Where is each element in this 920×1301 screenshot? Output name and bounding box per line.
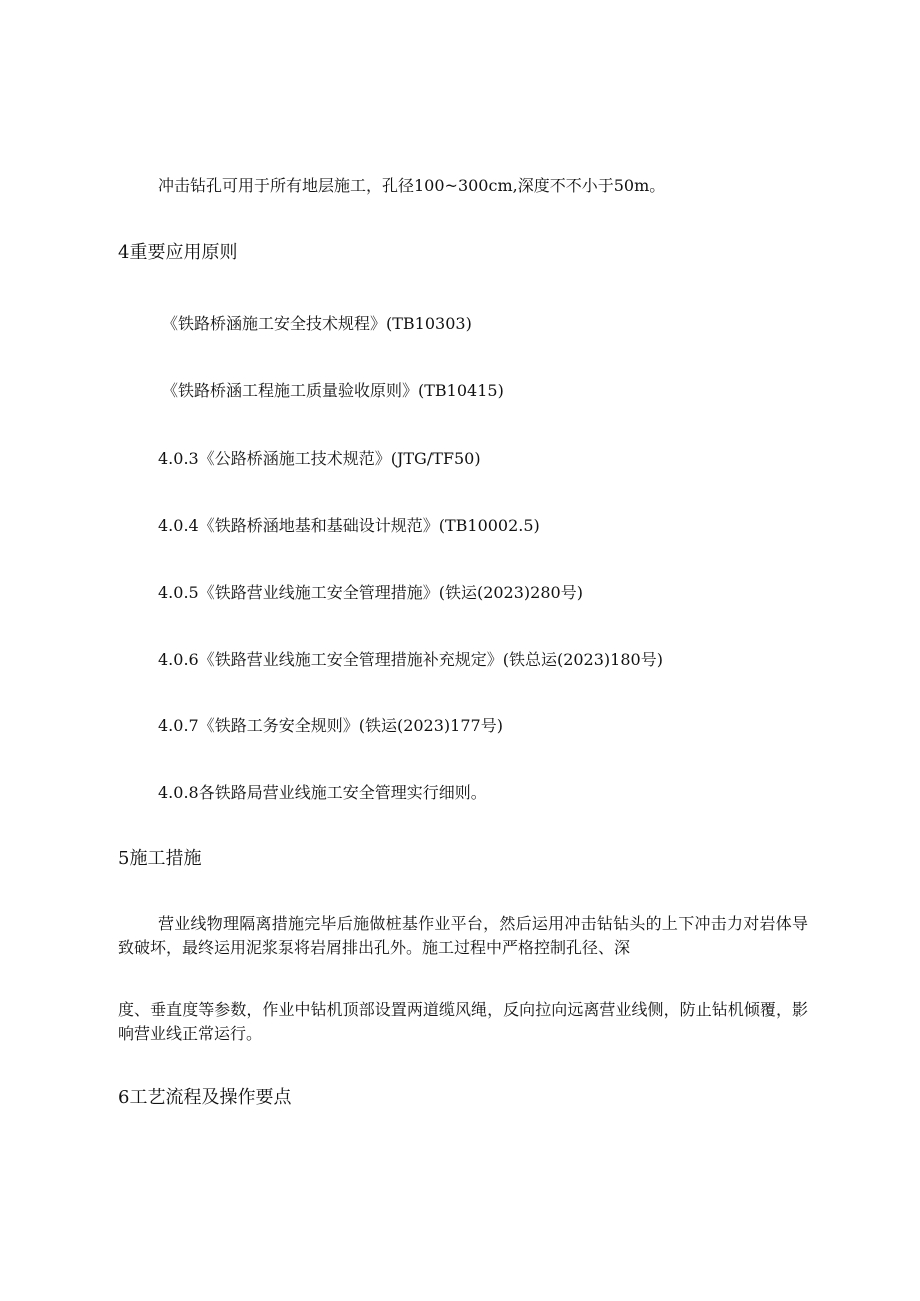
- standard-item: 4.0.7《铁路工务安全规则》(铁运(2023)177号): [158, 716, 503, 735]
- standard-item: 4.0.6《铁路营业线施工安全管理措施补充规定》(铁总运(2023)180号): [158, 650, 663, 669]
- intro-text: 冲击钻孔可用于所有地层施工，孔径100~300cm,深度不不小于50m。: [158, 176, 666, 195]
- section-6-heading: 6工艺流程及操作要点: [118, 1087, 292, 1108]
- standard-item: 4.0.5《铁路营业线施工安全管理措施》(铁运(2023)280号): [158, 583, 583, 602]
- standard-item: 4.0.8各铁路局营业线施工安全管理实行细则。: [158, 783, 487, 802]
- section-5-paragraph: 营业线物理隔离措施完毕后施做桩基作业平台，然后运用冲击钻钻头的上下冲击力对岩体导致破坏，最终运用泥浆泵将岩屑排出孔外。施工过程中严格控制孔径、深: [118, 914, 808, 957]
- standard-item: 《铁路桥涵施工安全技术规程》(TB10303): [162, 314, 472, 333]
- standard-item: 4.0.4《铁路桥涵地基和基础设计规范》(TB10002.5): [158, 516, 540, 535]
- standard-item: 4.0.3《公路桥涵施工技术规范》(JTG/TF50): [158, 449, 481, 468]
- section-5-paragraph-continued: 度、垂直度等参数，作业中钻机顶部设置两道缆风绳，反向拉向远离营业线侧，防止钻机倾覆，影响营业线正常运行。: [118, 1000, 808, 1043]
- standard-item: 《铁路桥涵工程施工质量验收原则》(TB10415): [162, 381, 504, 400]
- section-4-heading: 4重要应用原则: [118, 242, 238, 263]
- section-5-heading: 5施工措施: [118, 848, 202, 869]
